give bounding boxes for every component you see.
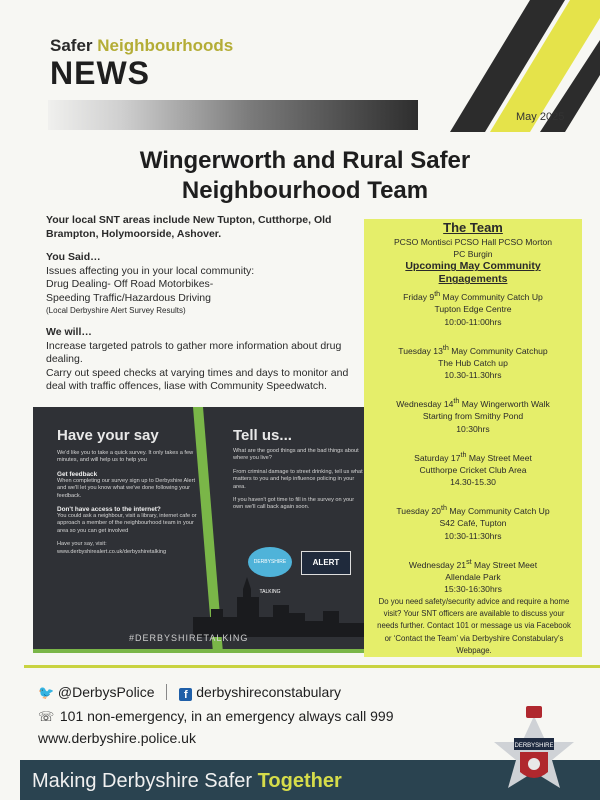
have-your-say-column (57, 427, 197, 556)
visit-text: Have your say, visit: (57, 541, 107, 548)
have-your-say-title: Have your say (57, 427, 159, 444)
team-members: PC Burgin (453, 249, 493, 260)
header-stripes (390, 0, 600, 132)
team-box (364, 219, 582, 657)
you-said-heading: You Said… (46, 251, 101, 263)
events-heading: Upcoming May Community (405, 260, 541, 273)
event-item: Tuesday 20th May Community Catch Up S42 Café, Tupton 10:30-11:30hrs (396, 504, 550, 541)
survey-url: www.derbyshirealert.co.uk/derbyshiretalking (57, 548, 167, 555)
tell-us-text: What are the good things and the bad things about where you live? (233, 448, 359, 462)
page-title: Wingerworth and Rural Safer Neighbourhood Team (139, 147, 471, 204)
facebook-handle[interactable]: derbyshireconstabulary (196, 684, 341, 700)
snt-areas: Your local SNT areas include New Tupton, Cutthorpe, Old Brampton, Holymoorside, Ashover. (46, 214, 332, 240)
svg-text:DERBYSHIRE: DERBYSHIRE (514, 743, 554, 749)
we-will-text: Increase targeted patrols to gather more information about drug dealing. (46, 339, 342, 365)
team-title: The Team (443, 220, 503, 235)
facebook-icon: f (179, 688, 192, 701)
tell-us-title: Tell us... (233, 427, 292, 444)
events-heading: Engagements (438, 273, 508, 286)
we-will-text: Carry out speed checks at varying times and days to monitor and deal with traffic offences, liase with Community Speedwatch. (46, 366, 349, 392)
twitter-handle[interactable]: @DerbysPolice (57, 684, 155, 700)
event-item: Saturday 17th May Street Meet Cutthorpe Cricket Club Area 14.30-15.30 (414, 450, 532, 488)
event-item: Tuesday 13th May Community Catchup The Hub Catch up 10.30-11.30hrs (398, 343, 548, 381)
newsletter-brand (50, 36, 233, 90)
home-visit-note: Do you need safety/security advice and require a home visit? Your SNT officers are available to discuss your needs further. Contact 101 or message us via Facebook or ‘Contact the Team’ via Derbyshire Constabulary’s Webpage. (377, 597, 571, 655)
social-links (38, 684, 341, 701)
you-said-line: Speeding Traffic/Hazardous Driving (46, 291, 211, 304)
skyline-silhouette-icon (193, 567, 367, 637)
phone-line (38, 708, 393, 725)
derbyshire-alert-logo: ALERT (301, 551, 351, 575)
derbyshire-talking-panel (33, 407, 367, 653)
banner-slogan: Making Derbyshire Safer Together (32, 770, 342, 792)
header-gradient-bar (48, 100, 418, 130)
police-crest-icon (488, 702, 580, 800)
event-item: Wednesday 21st May Street Meet Allendale Park 15:30-16:30hrs (408, 557, 538, 595)
derbyshire-talking-logo: DERBYSHIRE TALKING (248, 547, 292, 577)
left-column (46, 214, 351, 394)
say-text: We'd like you to take a quick survey. It only takes a few minutes, and will help us to help you (57, 450, 194, 464)
brand-news: NEWS (50, 55, 150, 91)
phone-icon: ☏ (38, 709, 55, 724)
we-will-heading: We will… (46, 326, 92, 338)
internet-text: You could ask a neighbour, visit a library, internet cafe or approach a member of the neighbourhood team in your area so you can get involved (57, 513, 197, 534)
contact-divider (24, 665, 600, 668)
you-said-line: Issues affecting you in your local community: (46, 264, 255, 277)
you-said-line: Drug Dealing- Off Road Motorbikes- (46, 278, 214, 290)
website-link[interactable]: www.derbyshire.police.uk (38, 730, 196, 746)
tell-us-text: From criminal damage to street drinking, tell us what matters to you and help influence policing in your area. (233, 468, 363, 490)
tell-us-column (233, 427, 363, 518)
hashtag: #DERBYSHIRETALKING (129, 633, 249, 643)
event-item: Wednesday 14th May Wingerworth Walk Starting from Smithy Pond 10:30hrs (396, 397, 550, 434)
feedback-heading: Get feedback (57, 470, 98, 478)
internet-heading: Don't have access to the internet? (57, 506, 161, 514)
phone-text: 101 non-emergency, in an emergency always call 999 (59, 708, 394, 724)
tell-us-text: If you haven't got time to fill in the survey on your own we'll call back again soon. (233, 497, 355, 511)
twitter-icon: 🐦 (38, 685, 55, 700)
event-item: Friday 9th May Community Catch Up Tupton Edge Centre 10:00-11:00hrs (403, 290, 543, 327)
feedback-text: When completing our survey sign up to Derbyshire Alert and we'll let you know what we've done following your feedback. (57, 477, 196, 499)
survey-source-note: (Local Derbyshire Alert Survey Results) (46, 306, 186, 315)
team-members: PCSO Montisci PCSO Hall PCSO Morton (393, 237, 553, 247)
issue-date: May 2025 (516, 111, 565, 123)
brand-line-1: Safer Neighbourhoods (50, 36, 234, 55)
